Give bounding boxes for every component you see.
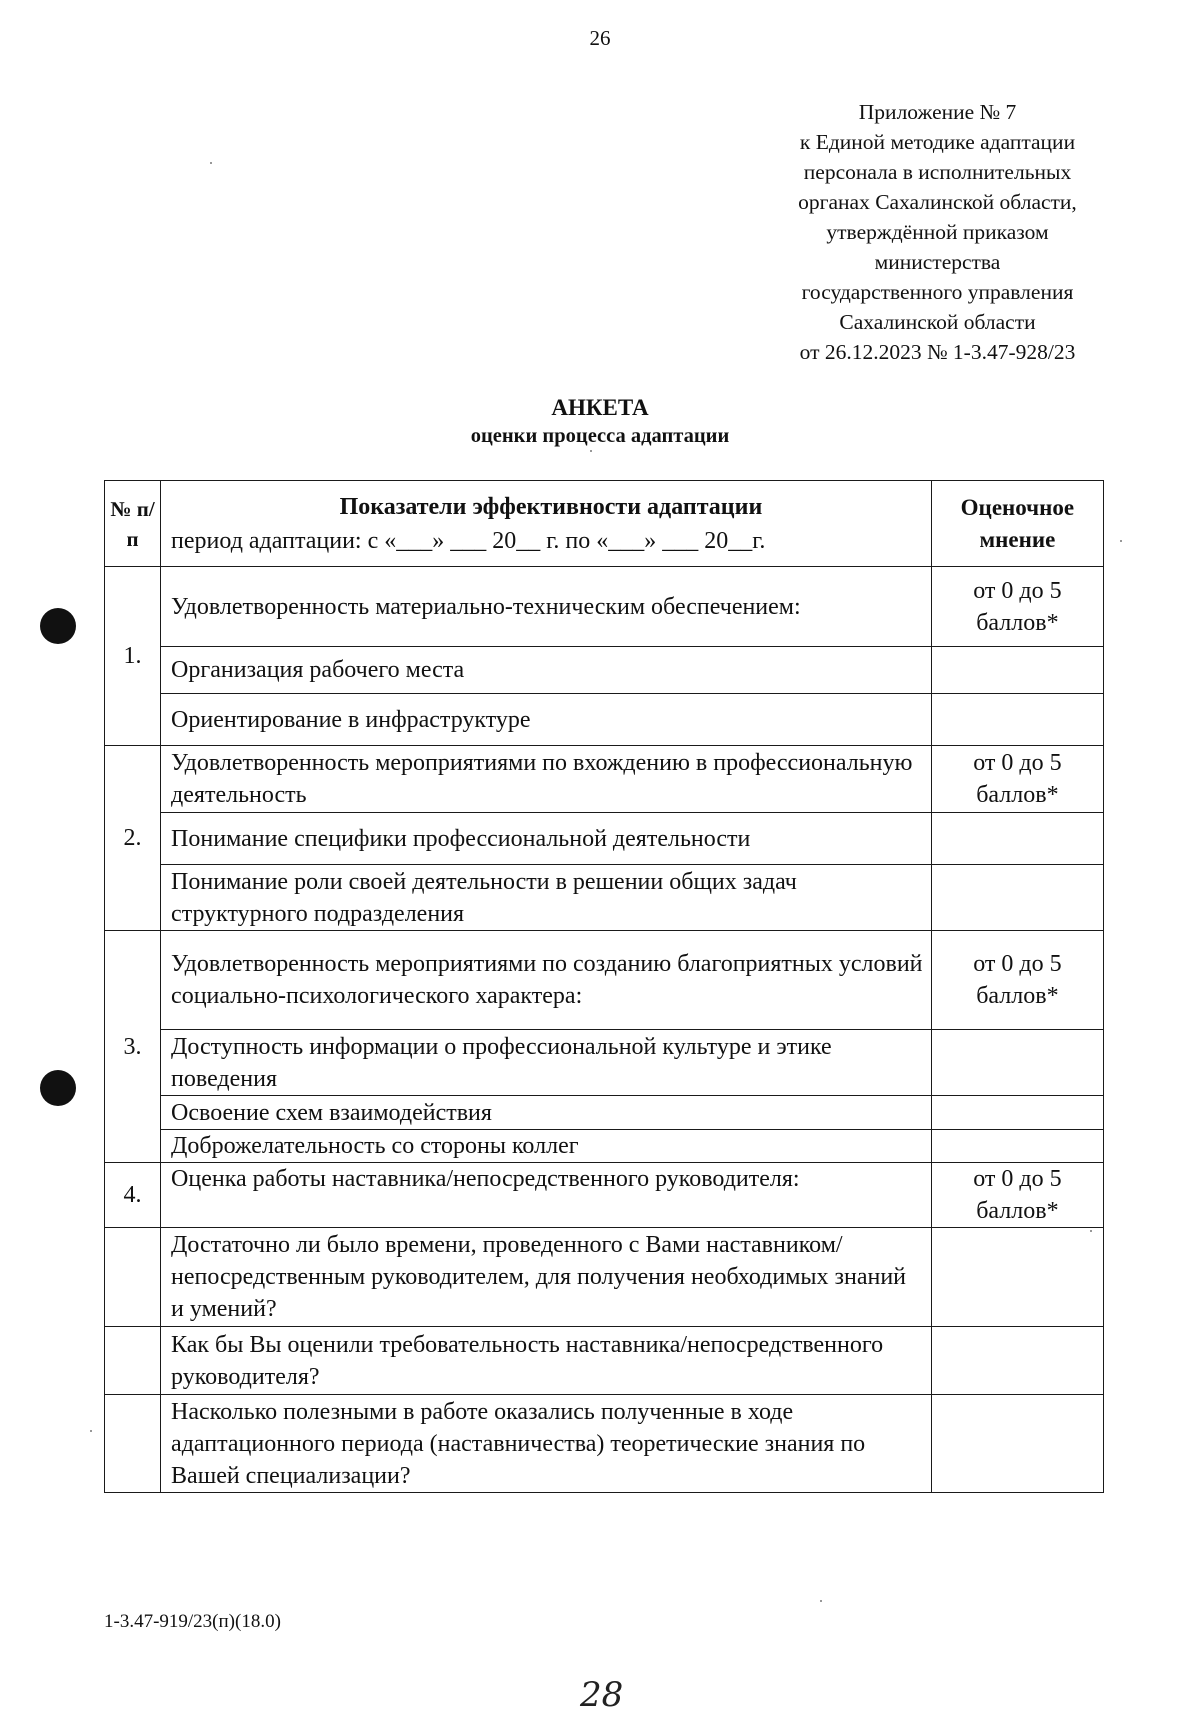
- section-title: Удовлетворенность мероприятиями по созданию благоприятных условий социально-психологического характера:: [161, 931, 932, 1030]
- score-cell[interactable]: [931, 1228, 1103, 1327]
- appendix-line: органах Сахалинской области,: [798, 190, 1077, 214]
- table-row: [105, 1228, 1104, 1327]
- header-score: Оценочное мнение: [931, 481, 1103, 567]
- indicator-item: Понимание специфики профессиональной деятельности: [161, 813, 932, 865]
- table-row: [105, 1096, 1104, 1130]
- scan-speck: [1090, 1230, 1092, 1232]
- table-row: [105, 647, 1104, 694]
- score-cell[interactable]: [931, 694, 1103, 746]
- section-title: Оценка работы наставника/непосредственного руководителя:: [161, 1163, 932, 1228]
- table-row: [105, 1163, 1104, 1228]
- header-number: № п/п: [105, 481, 161, 567]
- punch-hole-icon: [40, 608, 76, 644]
- appendix-note: [760, 97, 1115, 367]
- score-cell[interactable]: [931, 1030, 1103, 1096]
- table-row: [105, 1395, 1104, 1493]
- table-row: [105, 694, 1104, 746]
- document-subtitle: оценки процесса адаптации: [470, 425, 730, 447]
- score-range: от 0 до 5 баллов*: [931, 1163, 1103, 1228]
- score-range: от 0 до 5 баллов*: [931, 567, 1103, 647]
- indicator-item: Понимание роли своей деятельности в решении общих задач структурного подразделения: [161, 865, 932, 931]
- indicator-item: Достаточно ли было времени, проведенного с Вами наставником/непосредственным руководителем, для получения необходимых знаний и умений?: [161, 1228, 932, 1327]
- table-header-row: [105, 481, 1104, 567]
- score-cell[interactable]: [931, 1327, 1103, 1395]
- survey-table: [104, 480, 1104, 1493]
- scan-speck: [1120, 540, 1122, 542]
- page-number: 26: [589, 26, 611, 50]
- empty-number-cell: [105, 1327, 161, 1395]
- header-indicators-title: Показатели эффективности адаптации: [339, 493, 763, 520]
- appendix-line: персонала в исполнительных: [803, 160, 1072, 184]
- indicator-item: Как бы Вы оценили требовательность наставника/непосредственного руководителя?: [161, 1327, 932, 1395]
- section-number: 3.: [105, 931, 161, 1163]
- punch-hole-icon: [40, 1070, 76, 1106]
- scan-speck: [90, 1430, 92, 1432]
- handwritten-page-number: 28: [580, 1675, 624, 1715]
- score-cell[interactable]: [931, 647, 1103, 694]
- empty-number-cell: [105, 1395, 161, 1493]
- score-range: от 0 до 5 баллов*: [931, 746, 1103, 813]
- table-row: [105, 1327, 1104, 1395]
- indicator-item: Организация рабочего места: [161, 647, 932, 694]
- adaptation-period-line: период адаптации: с «___» ___ 20__ г. по «___» ___ 20__г.: [171, 527, 766, 554]
- scan-speck: [210, 162, 212, 164]
- appendix-line: Приложение № 7: [858, 100, 1017, 124]
- document-title: АНКЕТА: [551, 395, 649, 420]
- indicator-item: Освоение схем взаимодействия: [161, 1096, 932, 1130]
- score-cell[interactable]: [931, 1130, 1103, 1163]
- document-code: 1-3.47-919/23(п)(18.0): [104, 1611, 281, 1632]
- score-cell[interactable]: [931, 813, 1103, 865]
- table-row: [105, 865, 1104, 931]
- scan-speck: [820, 1600, 822, 1602]
- score-cell[interactable]: [931, 865, 1103, 931]
- score-range: от 0 до 5 баллов*: [931, 931, 1103, 1030]
- section-title: Удовлетворенность материально-техническим обеспечением:: [161, 567, 932, 647]
- appendix-line: государственного управления: [801, 280, 1074, 304]
- table-row: [105, 1130, 1104, 1163]
- header-indicators: [161, 481, 932, 567]
- indicator-item: Доброжелательность со стороны коллег: [161, 1130, 932, 1163]
- section-number: 2.: [105, 746, 161, 931]
- indicator-item: Насколько полезными в работе оказались полученные в ходе адаптационного периода (наставничества) теоретические знания по Вашей специализации?: [161, 1395, 932, 1493]
- appendix-line: от 26.12.2023 № 1-3.47-928/23: [799, 340, 1076, 364]
- score-cell[interactable]: [931, 1096, 1103, 1130]
- empty-number-cell: [105, 1228, 161, 1327]
- table-row: [105, 813, 1104, 865]
- scan-speck: [590, 450, 592, 452]
- section-number: 4.: [105, 1163, 161, 1228]
- table-row: [105, 746, 1104, 813]
- indicator-item: Доступность информации о профессиональной культуре и этике поведения: [161, 1030, 932, 1096]
- appendix-line: Сахалинской области: [839, 310, 1036, 334]
- table-row: [105, 567, 1104, 647]
- section-number: 1.: [105, 567, 161, 746]
- score-cell[interactable]: [931, 1395, 1103, 1493]
- table-row: [105, 931, 1104, 1030]
- appendix-line: министерства: [874, 250, 1001, 274]
- appendix-line: утверждённой приказом: [826, 220, 1049, 244]
- table-row: [105, 1030, 1104, 1096]
- appendix-line: к Единой методике адаптации: [799, 130, 1076, 154]
- section-title: Удовлетворенность мероприятиями по вхождению в профессиональную деятельность: [161, 746, 932, 813]
- indicator-item: Ориентирование в инфраструктуре: [161, 694, 932, 746]
